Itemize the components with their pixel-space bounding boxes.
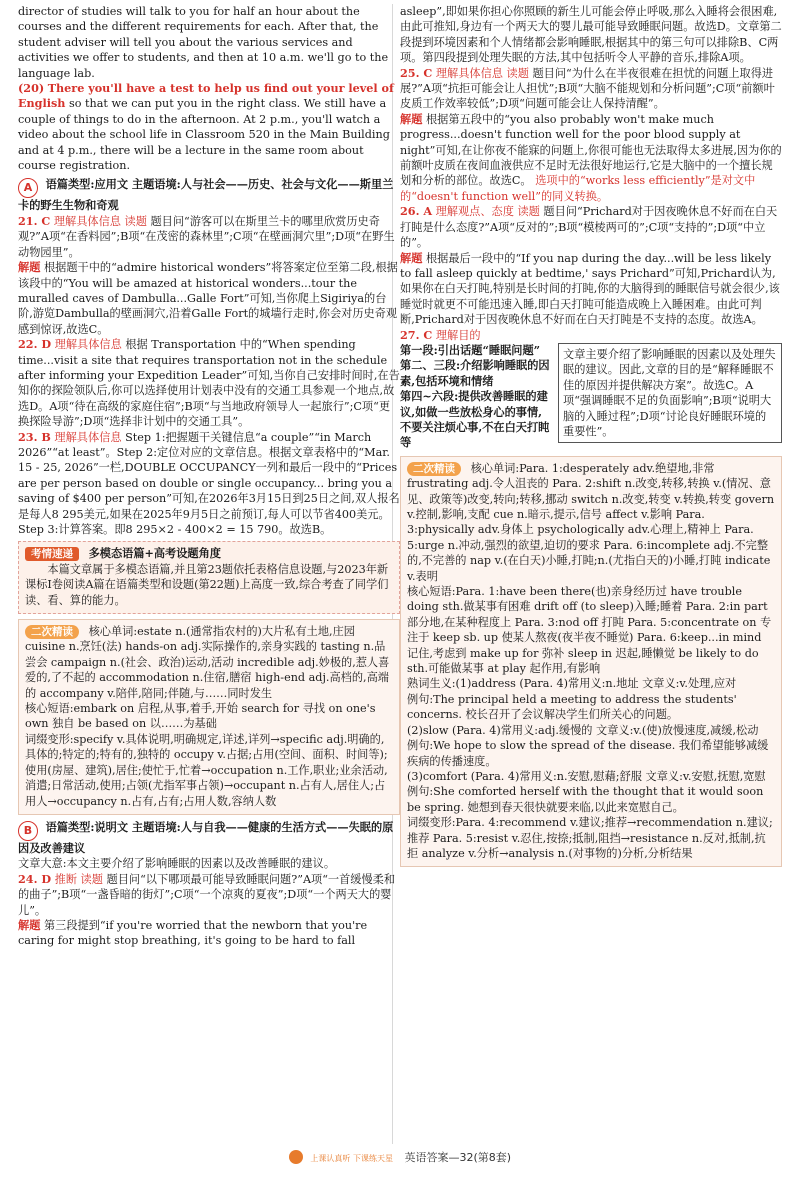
q23-text: Step 1:把握题干关键信息“a couple”“in March 2026”“at least”。Step 2:定位对应的文章信息。根据文章表格中的“Mar. 15 - 25, 2026”一栏,DOUBLE OCCUPANCY一列和最后一段中的“Prices are per person based on double or single occupancy... bring you a saving of $400 per person”可知,在2026年3月15日到25日之间,双人报名是每人8 295美元,如果在2025年9月5日之前预订,每人可以节省400美元。Step 3:计算答案。即8 295×2 - 400×2 = 15 790。故选B。 bbox=[18, 430, 400, 536]
q25-solution bbox=[400, 112, 782, 204]
close-reading-box-b bbox=[400, 456, 782, 868]
q24 bbox=[18, 872, 400, 918]
q21-solution-tag: 解题 bbox=[18, 260, 41, 275]
exam-insight-box bbox=[18, 541, 400, 614]
right-column bbox=[400, 4, 782, 872]
left-column bbox=[18, 4, 400, 949]
exam-insight-badge: 考情速递 bbox=[25, 547, 79, 561]
section-b-main-idea: 文章大意:本文主要介绍了影响睡眠的因素以及改善睡眠的建议。 bbox=[18, 857, 336, 871]
polysemy-1: 熟词生义:(1)address (Para. 4)常用义:n.地址 文章义:v.处理,应对 bbox=[407, 677, 737, 691]
q26-number: 26. A bbox=[400, 204, 433, 219]
close-reading-badge-a: 二次精读 bbox=[25, 625, 79, 639]
core-phrases-a: 核心短语:embark on 启程,从事,着手,开始 search for 寻找 on one's own 独自 be based on 以……为基础 bbox=[25, 702, 376, 731]
q26-type: 理解观点、态度 读题 bbox=[435, 205, 540, 219]
page-number: 英语答案—32(第8套) bbox=[404, 1151, 512, 1164]
q27-type: 理解目的 bbox=[435, 328, 481, 342]
section-b-header bbox=[18, 820, 400, 856]
q22-number: 22. D bbox=[18, 337, 52, 352]
q25-solution-text: 根据第五段中的“you also probably won't make much progress...doesn't function well for the poor blood supply at night”可知,在让你夜不能寐的问题上,你很可能也无法取得太多进展,因为你的前额叶皮质在夜间血液供应不足时无法很好地运行,它是大脑中的一个擅长规划和分析的部位。故选C。 bbox=[400, 112, 782, 188]
q27 bbox=[400, 328, 782, 343]
q26-solution-text: 根据最后一段中的“If you nap during the day...will be less likely to fall asleep quickly at bedtime,' says Prichard”可知,Prichard认为,如果你在白天打盹,特别是长时间的打盹,你的大脑得到的睡眠信号就会很少,该睡觉时就更不可能迅速入睡,即白天打盹可能造成晚上入睡困难。由此可判断,Prichard对于因夜晚休息不好而在白天打盹是不支持的态度。故选A。 bbox=[400, 251, 780, 327]
q21-solution bbox=[18, 260, 400, 337]
q23 bbox=[18, 430, 400, 538]
q20-paragraph bbox=[18, 81, 400, 173]
structure-summary-box: 文章主要介绍了影响睡眠的因素以及处理失眠的建议。因此,文章的目的是“解释睡眠不佳的原因并提供解决方案”。故选C。A项“强调睡眠不足的负面影响”;B项“说明大脑的入睡过程”;D项“讨论良好睡眠环境的重要性”。 bbox=[558, 343, 782, 443]
core-phrases-b: 核心短语:Para. 1:have been there(也)亲身经历过 have trouble doing sth.做某事有困难 drift off (to sleep)入睡;睡着 Para. 2:in part 部分地,在某种程度上 Para. 3:nod off 打盹 Para. 5:concentrate on 专注于 keep sb. up 使某人熬夜(夜半夜不睡觉) Para. 6:keep...in mind 记住,考虑到 make up for 弥补 sleep in 迟起,睡懒觉 be likely to do sth.可能做某事 at play 起作用,有影响 bbox=[407, 585, 772, 676]
q25-synonym-note: 选项中的“works less efficiently”是对文中的“doesn't function well”的同义转换。 bbox=[400, 174, 756, 203]
q27-number: 27. C bbox=[400, 327, 433, 342]
affix-variations-b: 词缀变形:Para. 4:recommend v.建议;推荐→recommendation n.建议;推荐 Para. 5:resist v.忍住,按捺;抵制,阻挡→resistance n.反对,抵制,抗拒 analyze v.分析→analysis n.(对事物的)分析,分析结果 bbox=[407, 816, 773, 860]
polysemy-3-example: 例句:She comforted herself with the thought that it would soon be spring. 她想到春天很快就要来临,以此来宽慰自己。 bbox=[407, 785, 764, 814]
q25-text: 题目问“为什么在半夜很难在担忧的问题上取得进展?”A项“抗拒可能会让人担忧”;B项“大脑不能规划和分析问题”;C项“前额叶皮质工作效率较低”;D项“问题可能会让人保持清醒”。 bbox=[400, 66, 775, 111]
section-a-type: 语篇类型:应用文 主题语境:人与社会——历史、社会与文化——斯里兰卡的野生生物和奇观 bbox=[18, 177, 394, 213]
q21-text: 题目问“游客可以在斯里兰卡的哪里欣赏历史奇观?”A项“在香料园”;B项“在茂密的森林里”;C项“在壁画洞穴里”;D项“在野生动物园里”。 bbox=[18, 214, 395, 259]
affix-variations-a: 词缀变形:specify v.具体说明,明确规定,详述,详列→specific adj.明确的,具体的;特定的;特有的,独特的 occupy v.占据;占用(空间、面积、时间等);使用(房屋、建筑),居住;使忙于,忙着→occupation n.工作,职业;业余活动,消遣;日常活动,使用;占领(尤指军事占领)→occupant n.占有人,居住人;占用人→occupancy n.占有,占有;占用人数,容纳人数 bbox=[25, 732, 388, 808]
structure-list bbox=[400, 343, 550, 451]
structure-para3: 第四~六段:提供改善睡眠的建议,如做一些放松身心的事情,不要关注烦心事,不在白天打盹等 bbox=[400, 389, 550, 450]
core-words-a: 核心单词:estate n.(通常指农村的)大片私有土地,庄园 cuisine n.烹饪(法) hands-on adj.实际操作的,亲身实践的 tasting n.品尝会 campaign n.(社会、政治)运动,活动 incredible adj.妙极的,惹人喜爱的,了不起的 accommodation n.住宿,膳宿 high-end adj.高档的,高端的 accompany v.陪伴,陪同;伴随,与……同时发生 bbox=[25, 625, 390, 700]
q26 bbox=[400, 204, 782, 250]
q20-number: (20) bbox=[18, 81, 45, 96]
q24-solution bbox=[18, 918, 400, 949]
q25-number: 25. C bbox=[400, 65, 433, 80]
q26-solution bbox=[400, 251, 782, 328]
q21-solution-text: 根据题干中的“admire historical wonders”将答案定位至第二段,根据该段中的“You will be amazed at historical wonders...tour the muralled caves of Dambulla...Galle Fort”可知,当你爬上Sigiriya的台阶,游览Dambulla的壁画洞穴,沿着Galle Fort的城墙行走时,你会对历史奇观感到惊讶,故选C。 bbox=[18, 261, 398, 336]
page-footer bbox=[0, 1150, 800, 1166]
close-reading-box-a bbox=[18, 619, 400, 815]
section-b-icon: B bbox=[18, 821, 38, 841]
q24-type: 推断 读题 bbox=[54, 872, 103, 886]
q24-solution-text: 第三段提到“if you're worried that the newborn that you're caring for might stop breathing, it's going to be hard to fall bbox=[18, 918, 368, 948]
publisher-logo-icon bbox=[289, 1150, 303, 1164]
close-reading-badge-b: 二次精读 bbox=[407, 462, 461, 476]
structure-para2: 第二、三段:介绍影响睡眠的因素,包括环境和情绪 bbox=[400, 358, 550, 388]
q22 bbox=[18, 337, 400, 429]
q20-rest: so that we can put you in the right class. We still have a couple of things to do in the afternoon. At 2 p.m., you'll watch a video about the school life in Classroom 520 in the Main Building and at 4 p.m., there will be a lecture in the same room about course registration. bbox=[18, 97, 390, 173]
structure-diagram bbox=[400, 343, 782, 451]
q25-solution-tag: 解题 bbox=[400, 111, 423, 126]
section-a-header bbox=[18, 177, 400, 213]
q21 bbox=[18, 214, 400, 260]
q24-number: 24. D bbox=[18, 871, 52, 886]
core-words-b: 核心单词:Para. 1:desperately adv.绝望地,非常 frustrating adj.令人沮丧的 Para. 2:shift n.改变,转移,转换 v.(情况、意见、政策等)改变,转向;转移,挪动 switch n.改变,转变 v.转换,转变 govern v.控制,影响,支配 cue n.暗示,提示,信号 affect v.影响 Para. 3:physically adv.身体上 psychologically adv.心理上,精神上 Para. 5:urge n.冲动,强烈的欲望,迫切的要求 Para. 6:incomplete adj.不完整的,不完善的 nap v.(在白天)小睡,打盹;n.(尤指白天的)小睡,打盹 indicate v.表明 bbox=[407, 461, 775, 583]
polysemy-1-example: 例句:The principal held a meeting to address the students' concerns. 校长召开了会议解决学生们所关心的问题。 bbox=[407, 692, 737, 722]
q22-text: 根据 Transportation 中的“When spending time...visit a site that requires transportation not in the schedule after informing your Expedition Leader”可知,当你自己安排时间时,在告知你的探险领队后,你可以选择使用计划表中没有的交通工具参观一个地点,故选D。A项“待在高级的家庭住宿”;B项“与当地政府领导人一起旅行”;C项“更换探险导游”;D项“选择非计划中的交通工具”。 bbox=[18, 338, 400, 429]
section-b-type: 语篇类型:说明文 主题语境:人与自我——健康的生活方式——失眠的原因及改善建议 bbox=[18, 819, 394, 855]
exam-insight-heading: 多模态语篇+高考设题角度 bbox=[88, 546, 221, 561]
q23-type: 理解具体信息 bbox=[54, 430, 122, 444]
q21-number: 21. C bbox=[18, 213, 51, 228]
q20-answer-sentence: There you'll have a test to help us find out your level of English bbox=[18, 81, 394, 111]
q26-text: 题目问“Prichard对于因夜晚休息不好而在白天打盹是什么态度?”A项“反对的”;B项“模棱两可的”;C项“支持的”;D项“中立的”。 bbox=[400, 205, 778, 250]
q21-type: 理解具体信息 读题 bbox=[53, 214, 147, 228]
q24-solution-tag: 解题 bbox=[18, 917, 41, 932]
polysemy-3: (3)comfort (Para. 4)常用义:n.安慰,慰藉;舒服 文章义:v.安慰,抚慰,宽慰 bbox=[407, 769, 766, 783]
polysemy-2-example: 例句:We hope to slow the spread of the disease. 我们希望能够减缓疾病的传播速度。 bbox=[407, 739, 769, 768]
structure-para1: 第一段:引出话题“睡眠问题” bbox=[400, 342, 541, 357]
intro-text: director of studies will talk to you for half an hour about the courses and the different requirements for each. After that, the student adviser will tell you about the various services and activities we offer to students, and then at 10 a.m. we'll go to the language lab. bbox=[18, 5, 389, 80]
publisher-slogan: 上课认真听 下课练天星 bbox=[310, 1154, 393, 1163]
exam-insight-text: 本篇文章属于多模态语篇,并且第23题依托表格信息设题,与2023年新课标Ⅰ卷阅读A篇在语篇类型和设题(第22题)上高度一致,综合考查了同学们读、看、算的能力。 bbox=[25, 562, 389, 607]
q24-text: 题目问“以下哪项最可能导致睡眠问题?”A项“一首缓慢柔和的曲子”;B项“一盏昏暗的街灯”;C项“一个凉爽的夏夜”;D项“一个两天大的婴儿”。 bbox=[18, 872, 396, 917]
q25 bbox=[400, 66, 782, 112]
q23-number: 23. B bbox=[18, 429, 51, 444]
q25-type: 理解具体信息 读题 bbox=[435, 66, 529, 80]
q26-solution-tag: 解题 bbox=[400, 250, 423, 265]
section-a-icon: A bbox=[18, 178, 38, 198]
q24-solution-continued: asleep”,即如果你担心你照顾的新生儿可能会停止呼吸,那么入睡将会很困难,由此可推知,身边有一个两天大的婴儿最可能导致睡眠问题。故选D。文章第二段提到环境因素和个人情绪都会影响睡眠,根据其中的第三句可以排除B、C两项。第四段提到处理失眠的方法,其中包括听令人平静的音乐,排除A项。 bbox=[400, 5, 782, 65]
polysemy-2: (2)slow (Para. 4)常用义:adj.缓慢的 文章义:v.(使)放慢速度,减缓,松动 bbox=[407, 723, 759, 737]
q22-type: 理解具体信息 bbox=[54, 338, 122, 352]
